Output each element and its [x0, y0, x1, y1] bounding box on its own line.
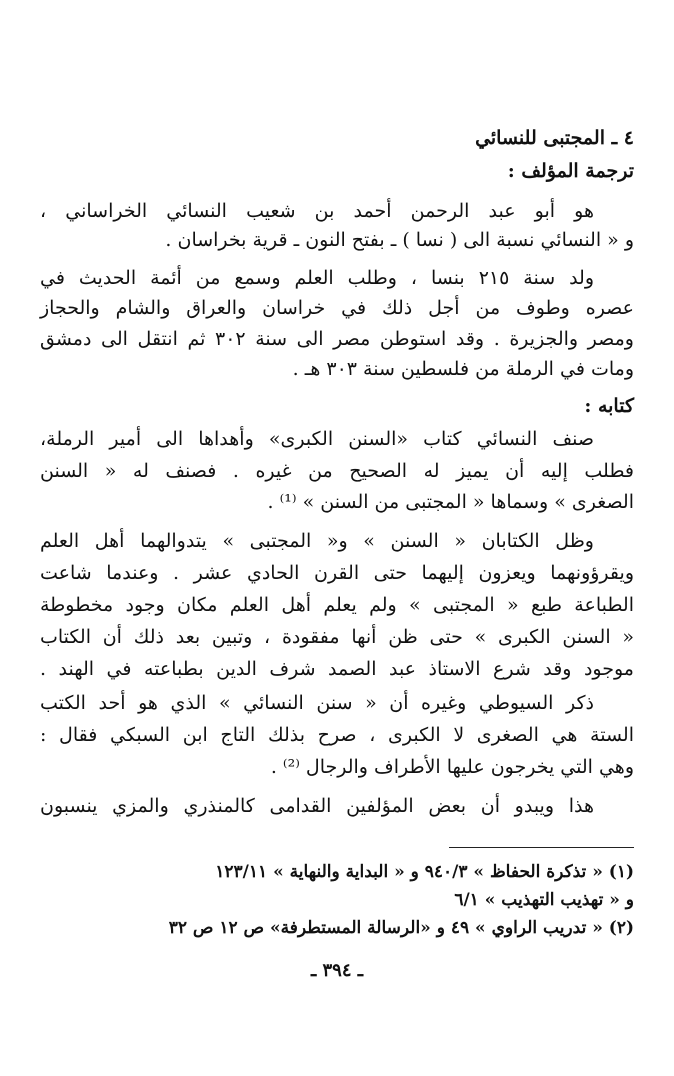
footnote: (٢) « تدريب الراوي » ٤٩ و «الرسالة المستطرفة» ص ١٢ ص ٣٢: [168, 918, 634, 938]
footnote-continuation: و « تهذيب التهذيب » ٦/١: [454, 890, 634, 910]
paragraph-line: الطباعة طبع « المجتبى » ولم يعلم أهل العلم مكان وجود مخطوطة: [40, 594, 634, 616]
footnote-separator: [449, 847, 634, 848]
bio-line: ومصر والجزيرة . وقد استوطن مصر الى سنة ٣٠٢ ثم انتقل الى دمشق: [40, 328, 634, 350]
footnote: (١) « تذكرة الحفاظ » ٩٤٠/٣ و « البداية والنهاية » ١٢٣/١١: [215, 862, 634, 882]
paragraph-line: ويقرؤونهما ويعزون إليهما حتى القرن الحادي عشر . وعندما شاعت: [40, 562, 634, 584]
bio-line: ومات في الرملة من فلسطين سنة ٣٠٣ هـ .: [292, 358, 634, 380]
paragraph-line: وظل الكتابان « السنن » و« المجتبى » يتدوالهما أهل العلم: [40, 530, 594, 552]
paragraph-line: موجود وقد شرع الاستاذ عبد الصمد شرف الدين بطباعته في الهند .: [40, 658, 634, 680]
paragraph-line: وهي التي يخرجون عليها الأطراف والرجال ⁽²⁾ .: [270, 756, 634, 778]
paragraph-line: الستة هي الصغرى لا الكبرى ، صرح بذلك التاج ابن السبكي فقال :: [40, 724, 634, 746]
paragraph-line: « السنن الكبرى » حتى ظن أنها مفقودة ، وتبين بعد ذلك أن الكتاب: [40, 626, 634, 648]
page-number: ـ ٣٩٤ ـ: [310, 960, 364, 981]
section-heading: ٤ ـ المجتبى للنسائي: [475, 127, 634, 149]
paragraph-line: ذكر السيوطي وغيره أن « سنن النسائي » الذي هو أحد الكتب: [40, 692, 594, 714]
book-line: الصغرى » وسماها « المجتبى من السنن » ⁽¹⁾ .: [267, 491, 634, 513]
author-line: هو أبو عبد الرحمن أحمد بن شعيب النسائي الخراساني ،: [40, 200, 594, 222]
author-line: و « النسائي نسبة الى ( نسا ) ـ بفتح النون ـ قرية بخراسان .: [165, 229, 634, 251]
book-line: صنف النسائي كتاب «السنن الكبرى» وأهداها الى أمير الرملة،: [40, 428, 594, 450]
bio-line: ولد سنة ٢١٥ بنسا ، وطلب العلم وسمع من أئمة الحديث في: [40, 267, 595, 289]
subheading-author-biography: ترجمة المؤلف :: [507, 160, 634, 182]
book-line: فطلب إليه أن يميز له الصحيح من غيره . فصنف له « السنن: [40, 460, 634, 482]
paragraph-line: هذا ويبدو أن بعض المؤلفين القدامى كالمنذري والمزي ينسبون: [40, 795, 594, 817]
subheading-book: كتابه :: [584, 395, 634, 417]
bio-line: عصره وطوف من أجل ذلك في خراسان والعراق والشام والحجاز: [40, 297, 634, 319]
